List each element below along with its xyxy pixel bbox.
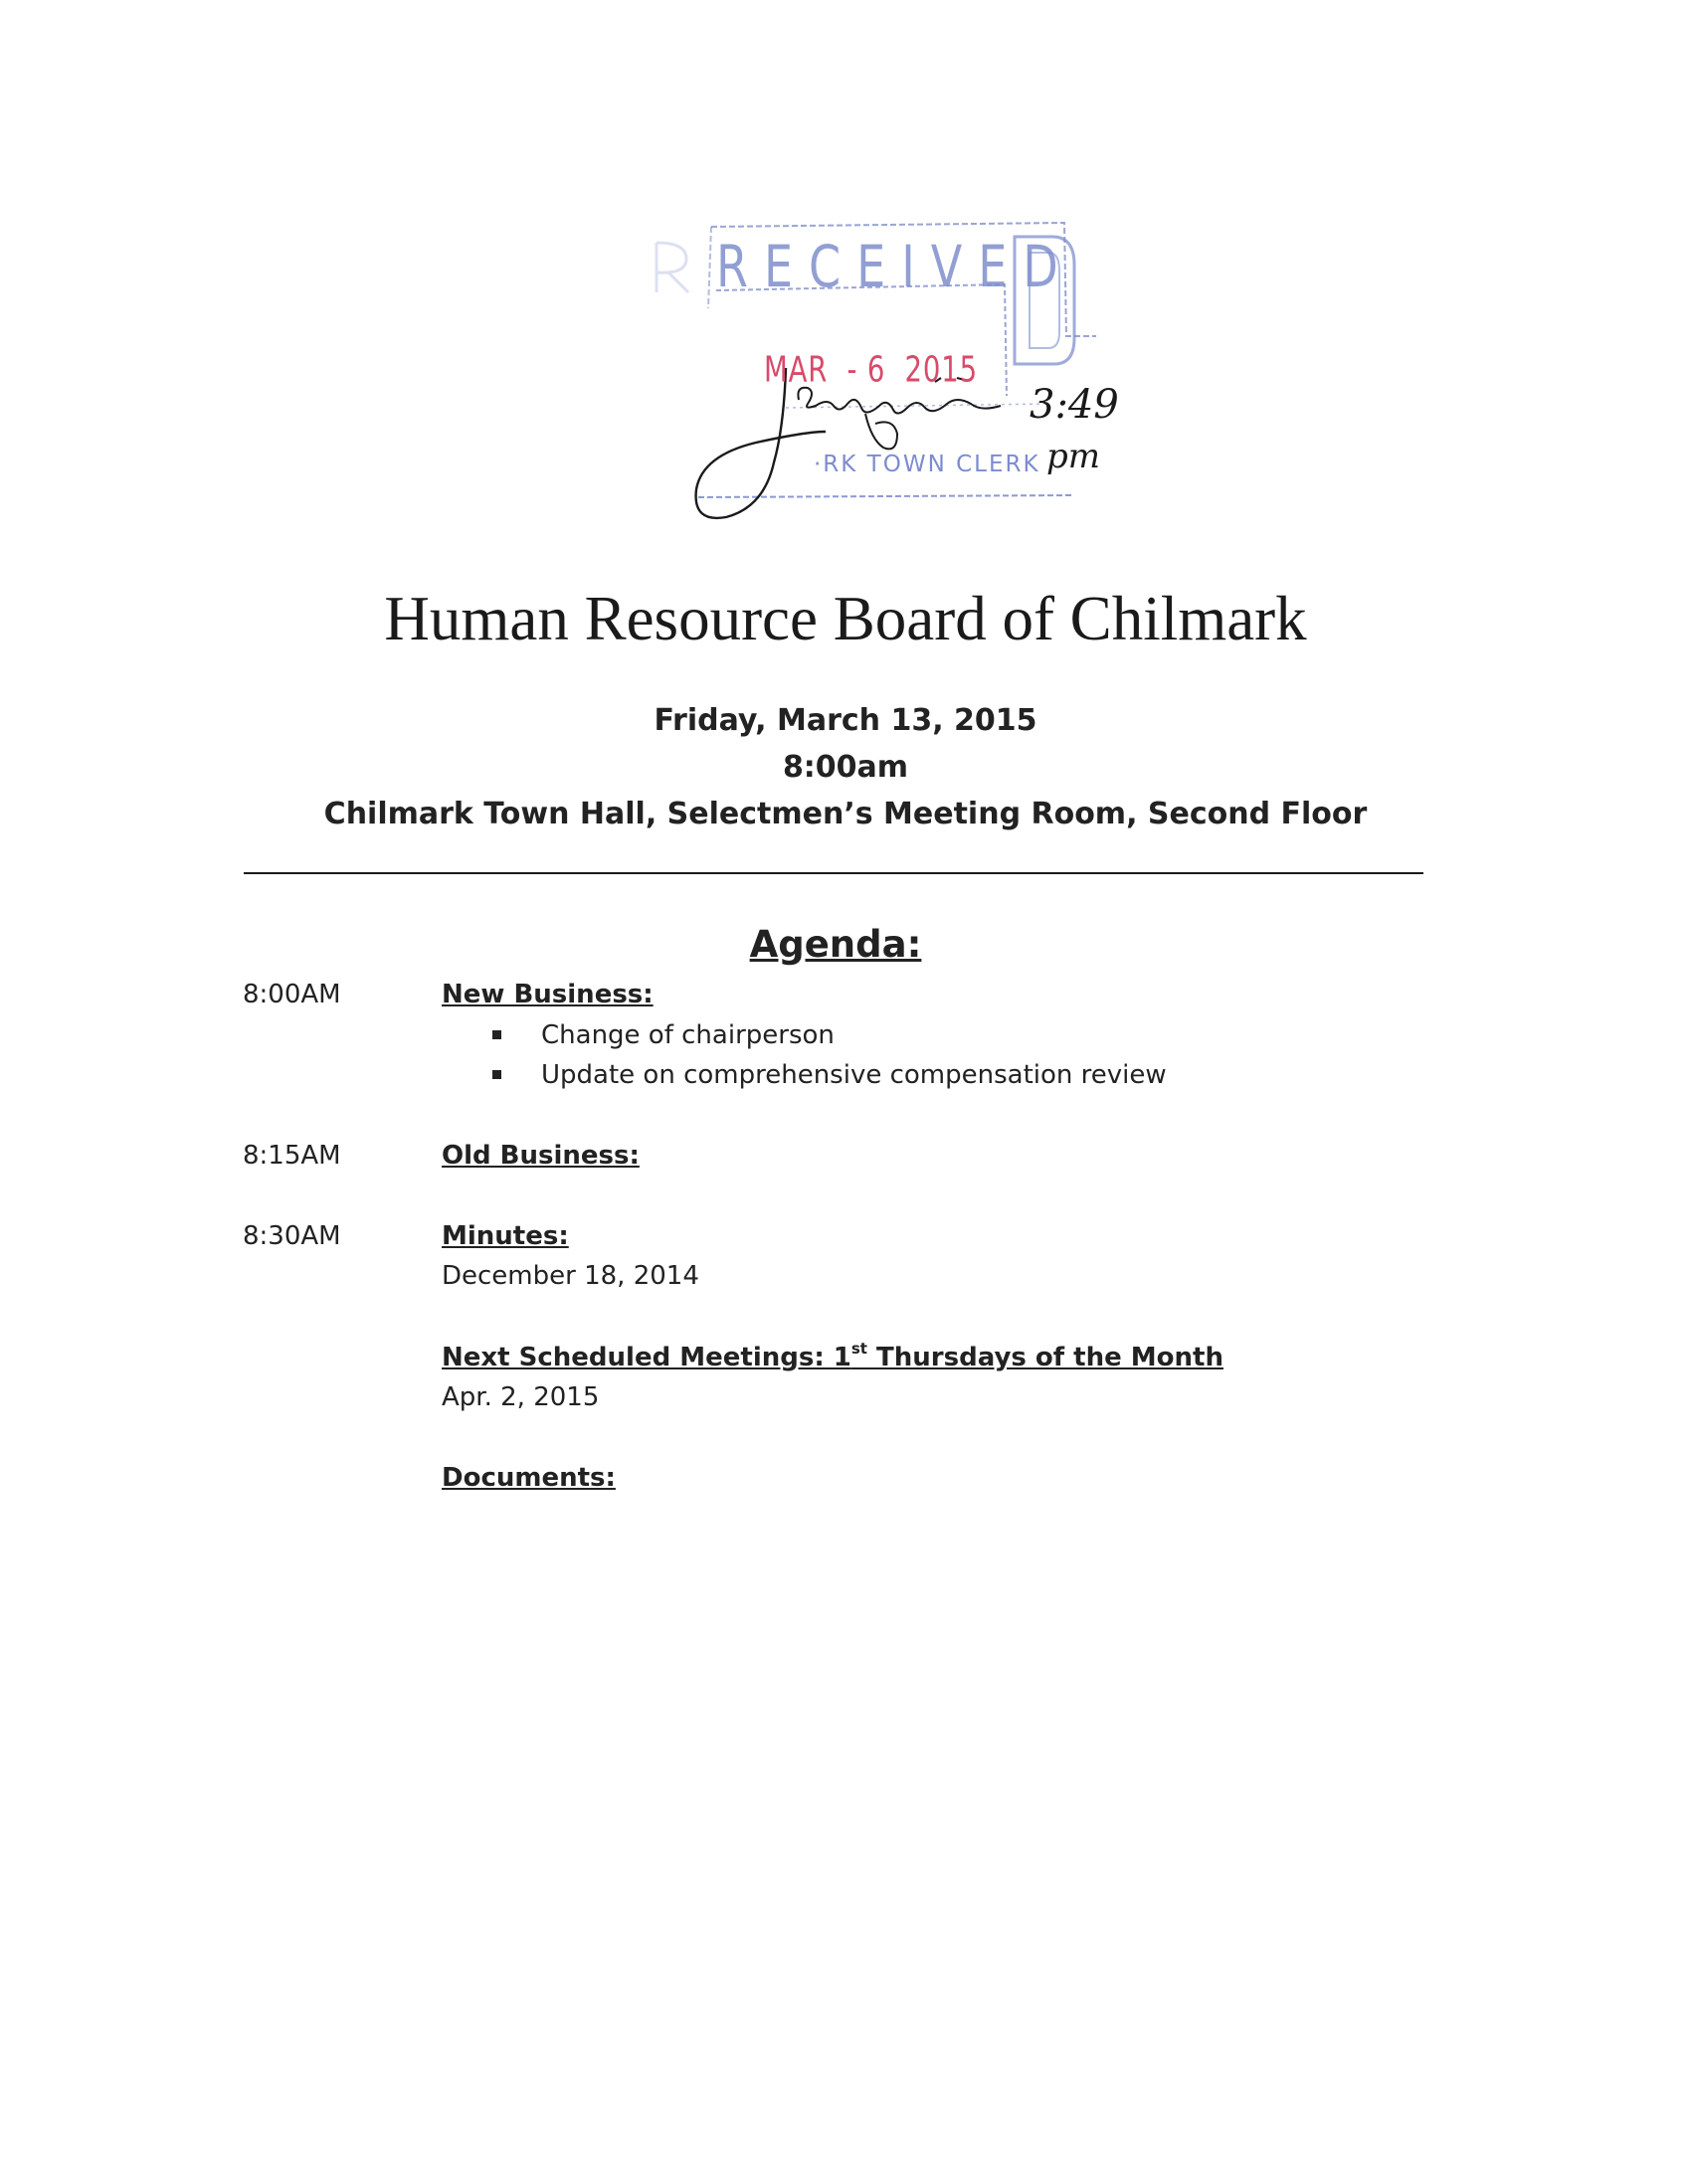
old-business-time: 8:15AM <box>243 1141 341 1171</box>
meeting-time: 8:00am <box>782 750 909 785</box>
minutes-time: 8:30AM <box>243 1221 341 1251</box>
board-title: Human Resource Board of Chilmark <box>384 584 1307 653</box>
next-meeting-date: Apr. 2, 2015 <box>442 1382 600 1412</box>
stamp-office-text: ·RK TOWN CLERK <box>814 452 1040 477</box>
next-meetings-ordinal: st <box>850 1340 867 1358</box>
new-business-heading: New Business: <box>442 980 654 1009</box>
agenda-heading: Agenda: <box>749 923 922 966</box>
next-meetings-suffix: Thursdays of the Month <box>866 1343 1223 1372</box>
signature-stroke <box>696 368 826 518</box>
square-bullet-icon <box>492 1030 501 1039</box>
documents-heading: Documents: <box>442 1463 616 1493</box>
handwritten-period: pm <box>1046 437 1101 476</box>
next-meetings-prefix: Next Scheduled Meetings: 1 <box>442 1343 851 1372</box>
received-stamp <box>637 219 1124 537</box>
header-divider <box>244 872 1423 874</box>
meeting-location: Chilmark Town Hall, Selectmen’s Meeting Room, Second Floor <box>323 797 1368 831</box>
minutes-heading: Minutes: <box>442 1221 569 1251</box>
new-business-time: 8:00AM <box>243 980 341 1009</box>
next-meetings-heading <box>442 1340 1223 1372</box>
minutes-date: December 18, 2014 <box>442 1261 699 1291</box>
list-item-text: Update on comprehensive compensation review <box>541 1060 1167 1090</box>
handwritten-time: 3:49 <box>1030 382 1119 428</box>
list-item-text: Change of chairperson <box>541 1020 835 1050</box>
old-business-heading: Old Business: <box>442 1141 640 1171</box>
stamp-date: MAR - 6 2015 <box>764 348 978 391</box>
square-bullet-icon <box>492 1070 501 1079</box>
meeting-date: Friday, March 13, 2015 <box>654 703 1037 738</box>
stamp-received-text: RECEIVED <box>716 233 1074 300</box>
